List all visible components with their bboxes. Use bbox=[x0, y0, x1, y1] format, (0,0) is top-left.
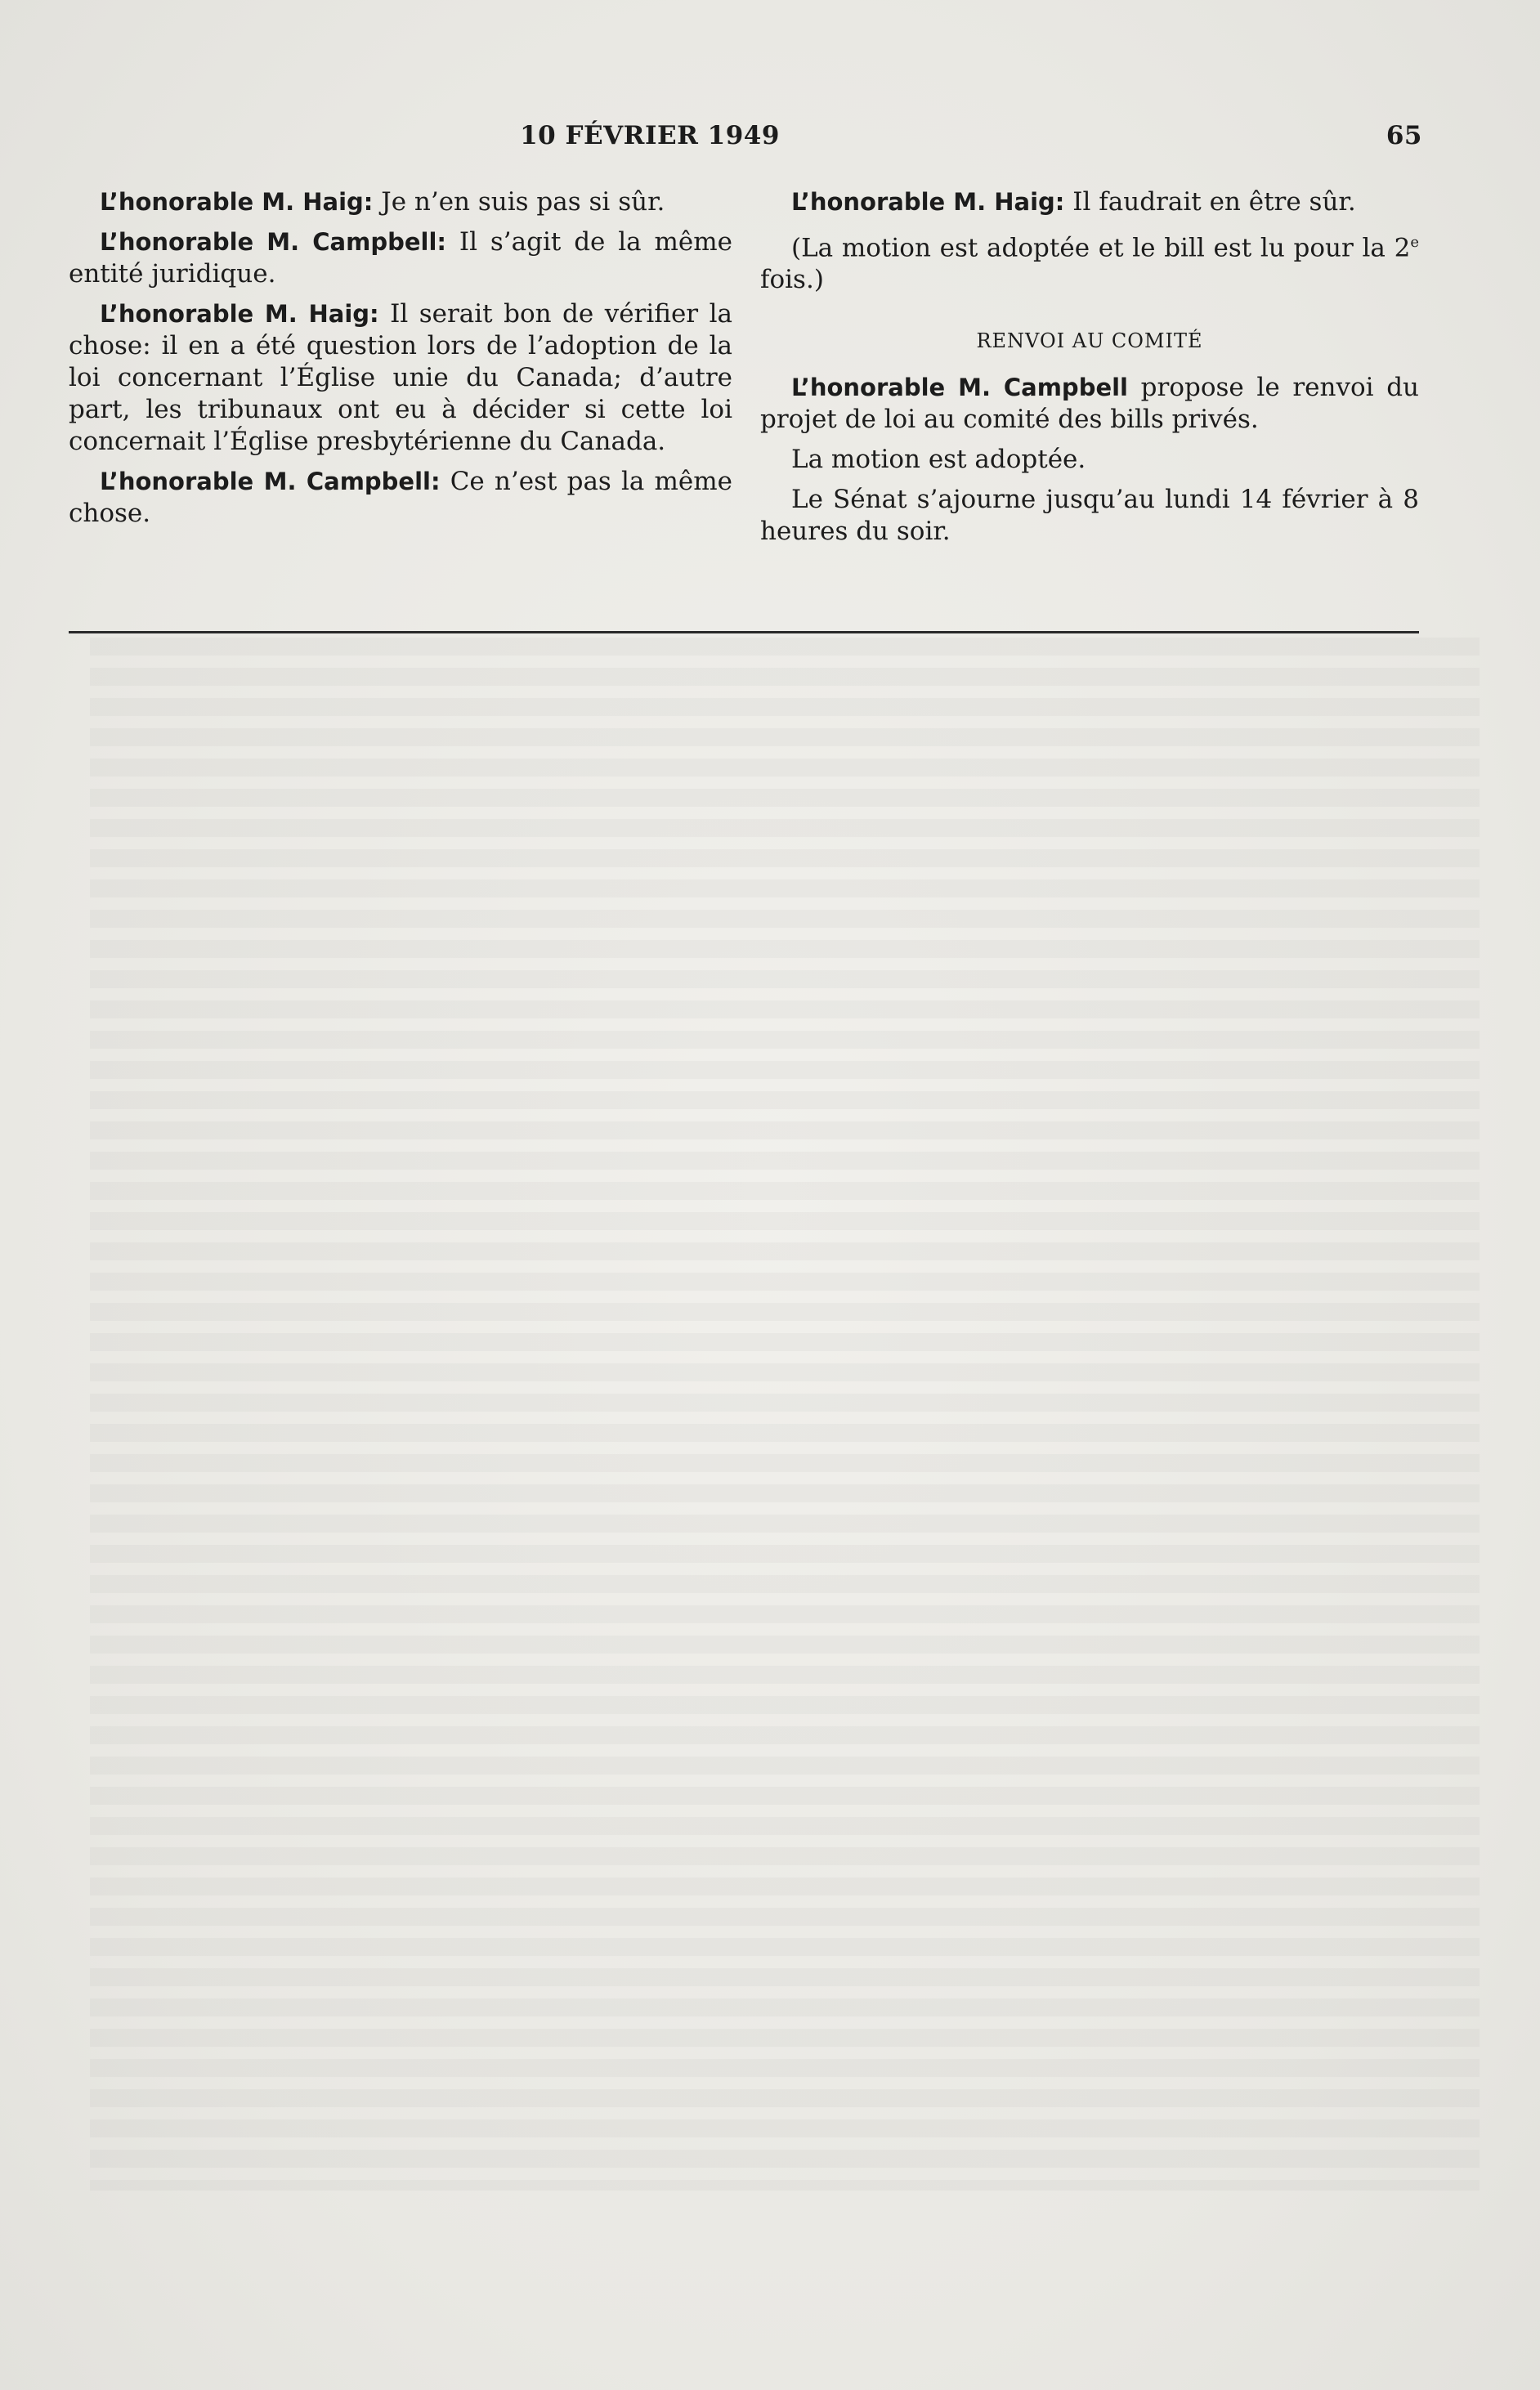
speech-text: Il faudrait en être sûr. bbox=[1064, 187, 1356, 217]
speech-text: Je n’en suis pas si sûr. bbox=[373, 187, 665, 217]
section-heading: RENVOI AU COMITÉ bbox=[976, 329, 1203, 353]
adjournment-note: Le Sénat s’ajourne jusqu’au lundi 14 février à 8 heures du soir. bbox=[760, 485, 1419, 547]
debate-paragraph bbox=[69, 298, 732, 458]
speaker-name: L’honorable M. Haig: bbox=[100, 300, 379, 328]
header-date: 10 FÉVRIER 1949 bbox=[520, 121, 780, 150]
speaker-name: L’honorable M. Haig: bbox=[791, 188, 1065, 216]
debate-paragraph bbox=[69, 226, 732, 290]
speaker-name: L’honorable M. Campbell: bbox=[100, 468, 441, 495]
motion-note bbox=[760, 226, 1419, 296]
speech-text: Il s’agit de la même entité juridique. bbox=[69, 227, 732, 289]
right-column bbox=[760, 186, 1419, 556]
motion-adopted: La motion est adoptée. bbox=[791, 445, 1086, 475]
page-header bbox=[65, 121, 1422, 157]
debate-paragraph bbox=[69, 466, 732, 530]
debate-paragraph bbox=[69, 186, 732, 218]
speech-text: Ce n’est pas la même chose. bbox=[69, 467, 732, 528]
ordinal-suffix: e bbox=[1410, 234, 1419, 251]
speech-text: propose le renvoi du projet de loi au comité des bills privés. bbox=[760, 373, 1419, 435]
bleed-through-texture bbox=[90, 638, 1480, 2191]
speaker-name: L’honorable M. Haig: bbox=[100, 188, 374, 216]
left-column bbox=[69, 186, 732, 538]
speech-text: Il serait bon de vérifier la chose: il en a été question lors de l’adoption de la loi concernant l’Église unie du Canada; d’autre part, les tribunaux ont eu à décider si cette loi concernait l’Église presbytérienne du Canada. bbox=[69, 299, 732, 456]
debate-paragraph bbox=[760, 372, 1419, 436]
motion-text: (La motion est adoptée et le bill est lu pour la 2 bbox=[791, 233, 1411, 263]
debate-paragraph bbox=[760, 186, 1419, 218]
speaker-name: L’honorable M. Campbell bbox=[791, 374, 1129, 402]
page-number: 65 bbox=[1386, 121, 1422, 150]
section-rule bbox=[69, 631, 1419, 633]
speaker-name: L’honorable M. Campbell: bbox=[100, 228, 447, 256]
motion-text-end: fois.) bbox=[760, 265, 824, 295]
